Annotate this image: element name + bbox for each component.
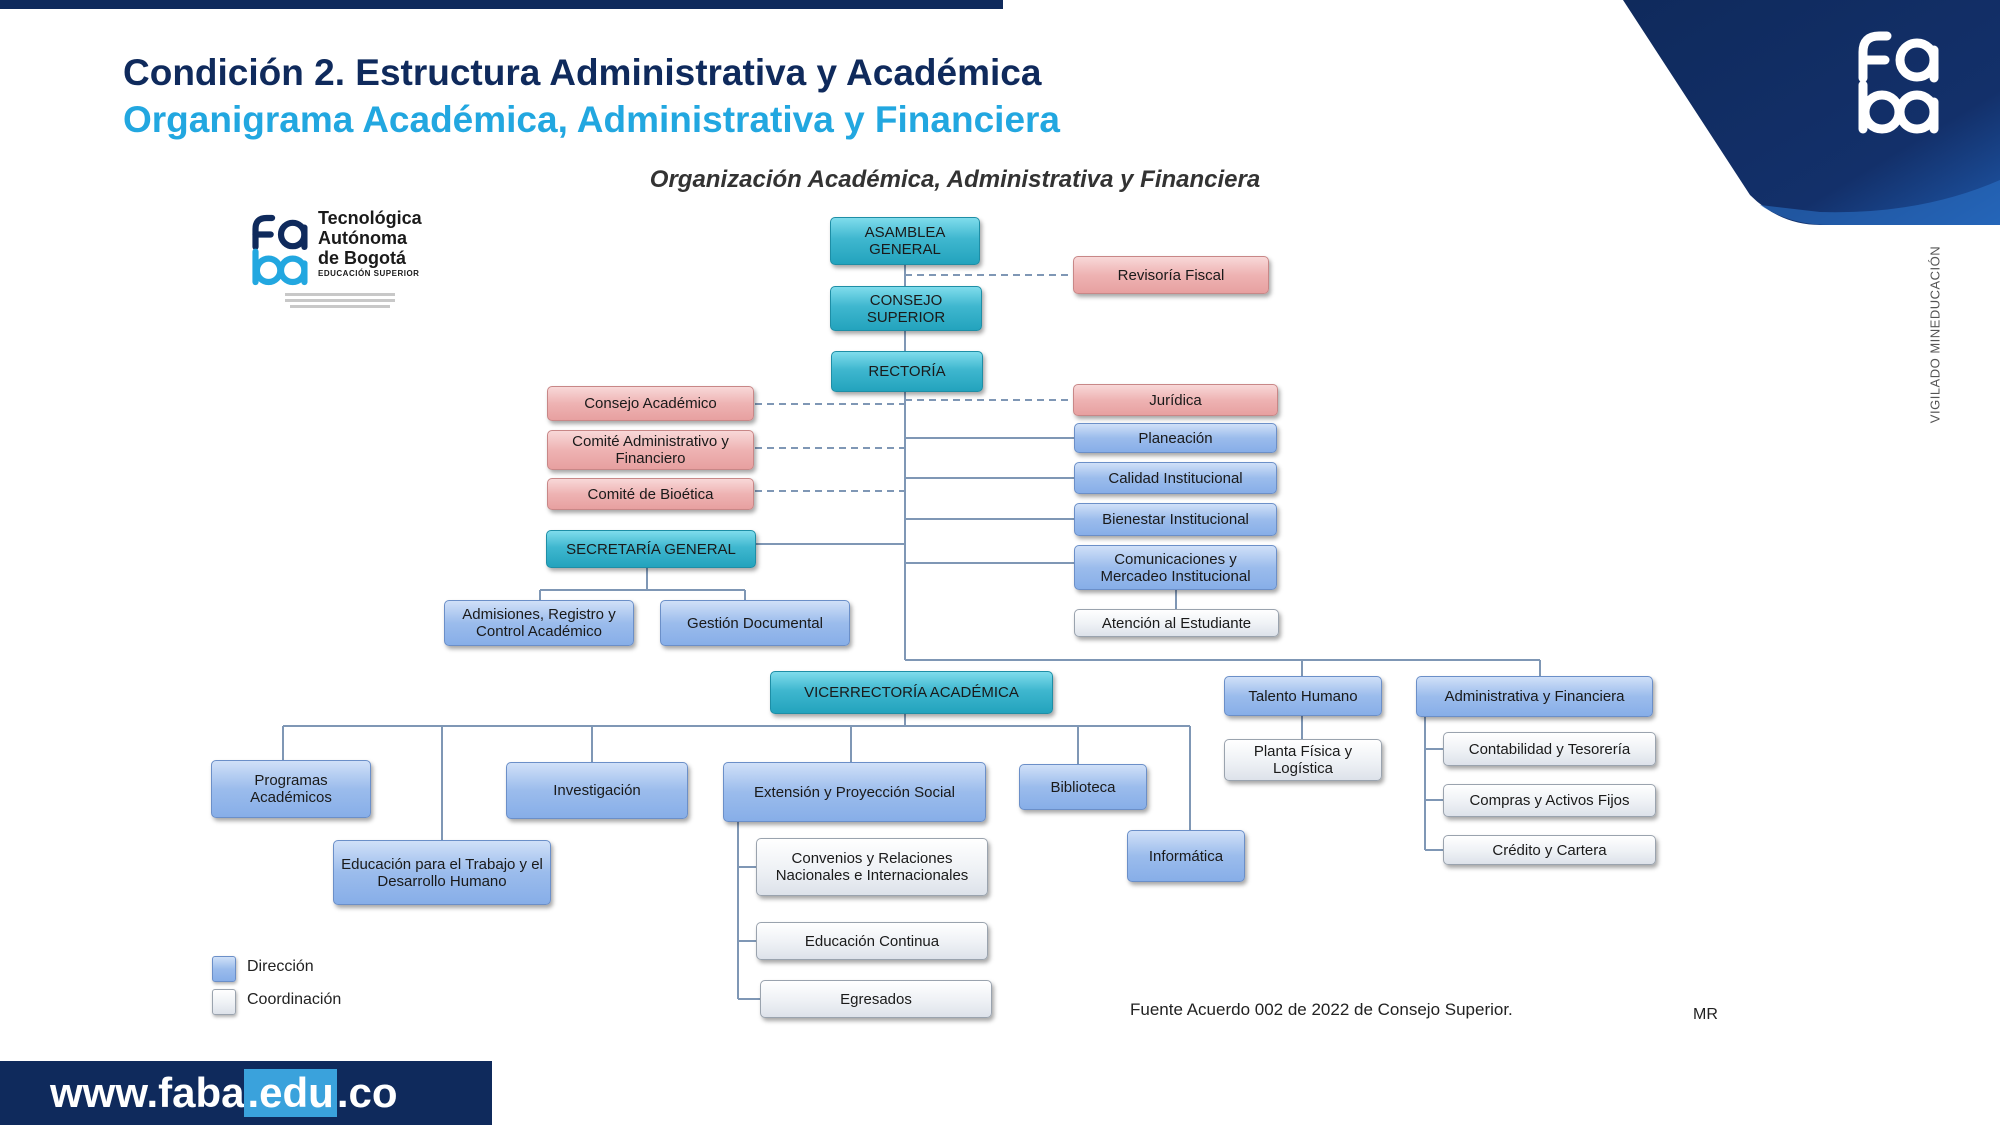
url-part-tld[interactable]: .co xyxy=(336,1069,398,1116)
org-node-calidad-institucional xyxy=(1074,462,1277,494)
org-node-comite-administrativo xyxy=(547,430,754,470)
org-node-planta-fisica xyxy=(1224,739,1382,781)
consejo-superior-label: CONSEJO SUPERIOR xyxy=(866,291,946,326)
consejo-academico-label: Consejo Académico xyxy=(584,395,717,412)
extension-label: Extensión y Proyección Social xyxy=(754,783,955,801)
url-part-domain[interactable]: www.faba xyxy=(50,1069,245,1116)
programas-label: Programas Académicos xyxy=(250,772,332,806)
biblioteca-label: Biblioteca xyxy=(1050,778,1116,796)
convenios-label: Convenios y Relaciones Nacionales e Internacionales xyxy=(775,850,969,884)
org-node-comite-bioetica xyxy=(547,478,754,510)
investigacion-label: Investigación xyxy=(553,782,641,799)
source-note: Fuente Acuerdo 002 de 2022 de Consejo Superior. xyxy=(1130,1000,1513,1019)
page-title: Condición 2. Estructura Administrativa y Académica xyxy=(123,52,1042,93)
org-node-extension xyxy=(723,762,986,822)
juridica-label: Jurídica xyxy=(1149,391,1202,409)
inst-name-line2: Autónoma xyxy=(318,228,407,248)
planta-label: Planta Física y Logística xyxy=(1253,743,1353,777)
org-node-educacion-trabajo xyxy=(333,840,551,905)
rectoria-label: RECTORÍA xyxy=(868,363,946,380)
url-part-edu[interactable]: .edu xyxy=(244,1069,336,1117)
contabilidad-label: Contabilidad y Tesorería xyxy=(1468,740,1631,758)
educacion-continua-label: Educación Continua xyxy=(804,932,940,950)
org-node-informatica xyxy=(1127,830,1245,882)
org-node-programas-academicos xyxy=(211,760,371,818)
informatica-label: Informática xyxy=(1148,847,1224,865)
org-node-atencion-estudiante xyxy=(1074,609,1279,637)
org-node-comunicaciones xyxy=(1074,545,1277,590)
inst-name-line4: EDUCACIÓN SUPERIOR xyxy=(318,269,420,278)
org-node-juridica xyxy=(1073,384,1278,416)
comite-bioetica-label: Comité de Bioética xyxy=(587,485,714,503)
compras-label: Compras y Activos Fijos xyxy=(1469,792,1630,809)
org-node-investigacion xyxy=(506,762,688,819)
page-subtitle: Organigrama Académica, Administrativa y Financiera xyxy=(123,99,1060,140)
inst-name-line1: Tecnológica xyxy=(318,208,422,228)
chart-title: Organización Académica, Administrativa y Financiera xyxy=(649,166,1261,193)
admisiones-label: Admisiones, Registro y Control Académico xyxy=(462,606,616,640)
org-node-administrativa-financiera xyxy=(1416,676,1653,717)
org-node-talento-humano xyxy=(1224,676,1382,716)
asamblea-label: ASAMBLEA GENERAL xyxy=(864,224,946,258)
comunicaciones-label: Comunicaciones y Mercadeo Institucional xyxy=(1100,550,1251,585)
bienestar-label: Bienestar Institucional xyxy=(1102,511,1249,528)
org-node-admisiones xyxy=(444,600,634,646)
atencion-label: Atención al Estudiante xyxy=(1101,614,1252,632)
secretaria-label: SECRETARÍA GENERAL xyxy=(566,540,736,558)
org-node-planeacion xyxy=(1074,423,1277,453)
legend-label-coordinacion: Coordinación xyxy=(247,991,342,1008)
org-node-consejo-academico xyxy=(547,386,754,421)
egresados-label: Egresados xyxy=(840,990,912,1008)
org-node-contabilidad xyxy=(1443,732,1656,766)
revisoria-label: Revisoría Fiscal xyxy=(1117,266,1225,284)
legend-label-direccion: Dirección xyxy=(247,958,314,975)
org-node-consejo-superior xyxy=(830,286,982,331)
comite-admin-label: Comité Administrativo y Financiero xyxy=(572,433,729,467)
org-node-convenios xyxy=(756,838,988,896)
org-node-compras xyxy=(1443,784,1656,817)
org-node-secretaria-general xyxy=(546,530,756,568)
educacion-trabajo-label: Educación para el Trabajo y el Desarrollo Humano xyxy=(341,855,543,890)
inst-name-line3: de Bogotá xyxy=(318,248,406,268)
website-banner xyxy=(0,1061,492,1125)
planeacion-label: Planeación xyxy=(1138,429,1213,447)
org-node-bienestar-institucional xyxy=(1074,503,1277,536)
legend-swatch-coordinacion xyxy=(212,989,236,1015)
org-node-egresados xyxy=(760,980,992,1018)
admin-fin-label: Administrativa y Financiera xyxy=(1444,688,1625,705)
legend-swatch-direccion xyxy=(212,956,236,982)
org-node-credito xyxy=(1443,835,1656,865)
vigilado-label: VIGILADO MINEDUCACIÓN xyxy=(1927,245,1943,424)
gestion-documental-label: Gestión Documental xyxy=(687,614,823,632)
org-node-gestion-documental xyxy=(660,600,850,646)
credito-label: Crédito y Cartera xyxy=(1492,841,1607,859)
author-initials: MR xyxy=(1693,1006,1718,1023)
vicerrectoria-label: VICERRECTORÍA ACADÉMICA xyxy=(804,684,1019,701)
org-node-educacion-continua xyxy=(756,922,988,960)
org-node-asamblea-general xyxy=(830,217,980,265)
org-node-revisoria-fiscal xyxy=(1073,256,1269,294)
org-node-rectoria xyxy=(831,351,983,392)
calidad-label: Calidad Institucional xyxy=(1108,469,1243,487)
org-node-vicerrectoria-academica xyxy=(770,671,1053,714)
org-node-biblioteca xyxy=(1019,764,1147,810)
talento-label: Talento Humano xyxy=(1248,687,1358,705)
